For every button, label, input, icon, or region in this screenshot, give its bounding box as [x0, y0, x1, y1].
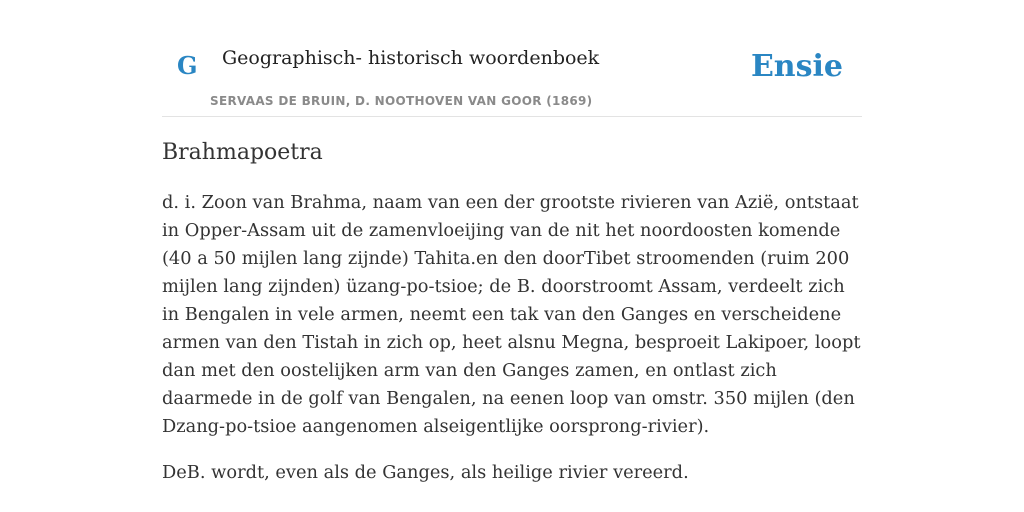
- entry-title: Brahmapoetra: [162, 140, 323, 165]
- book-logo-icon[interactable]: G: [177, 51, 198, 80]
- book-authors: SERVAAS DE BRUIN, D. NOOTHOVEN VAN GOOR (1869): [210, 94, 593, 108]
- ensie-logo-link[interactable]: Ensie: [750, 49, 843, 84]
- entry-paragraph: d. i. Zoon van Brahma, naam van een der grootste rivieren van Azië, ontstaat in Opper-Assam uit de zamenvloeijing van de nit het noordoosten komende (40 a 50 mijlen lang zijnde) Tahita.en den doorTibet stroomenden (ruim 200 mijlen lang zijnden) üzang-po-tsioe; de B. doorstroomt Assam, verdeelt zich in Bengalen in vele armen, neemt een tak van den Ganges en verscheidene armen van den Tistah in zich op, heet alsnu Megna, besproeit Lakipoer, loopt dan met den oostelijken arm van den Ganges zamen, en ontlast zich daarmede in de golf van Bengalen, na eenen loop van omstr. 350 mijlen (den Dzang-po-tsioe aangenomen alseigentlijke oorsprong-rivier).: [162, 192, 861, 438]
- article: [162, 116, 862, 487]
- entry-paragraph: DeB. wordt, even als de Ganges, als heilige rivier vereerd.: [162, 462, 689, 484]
- page-header: [162, 0, 862, 117]
- book-title-link[interactable]: Geographisch- historisch woordenboek: [222, 47, 600, 69]
